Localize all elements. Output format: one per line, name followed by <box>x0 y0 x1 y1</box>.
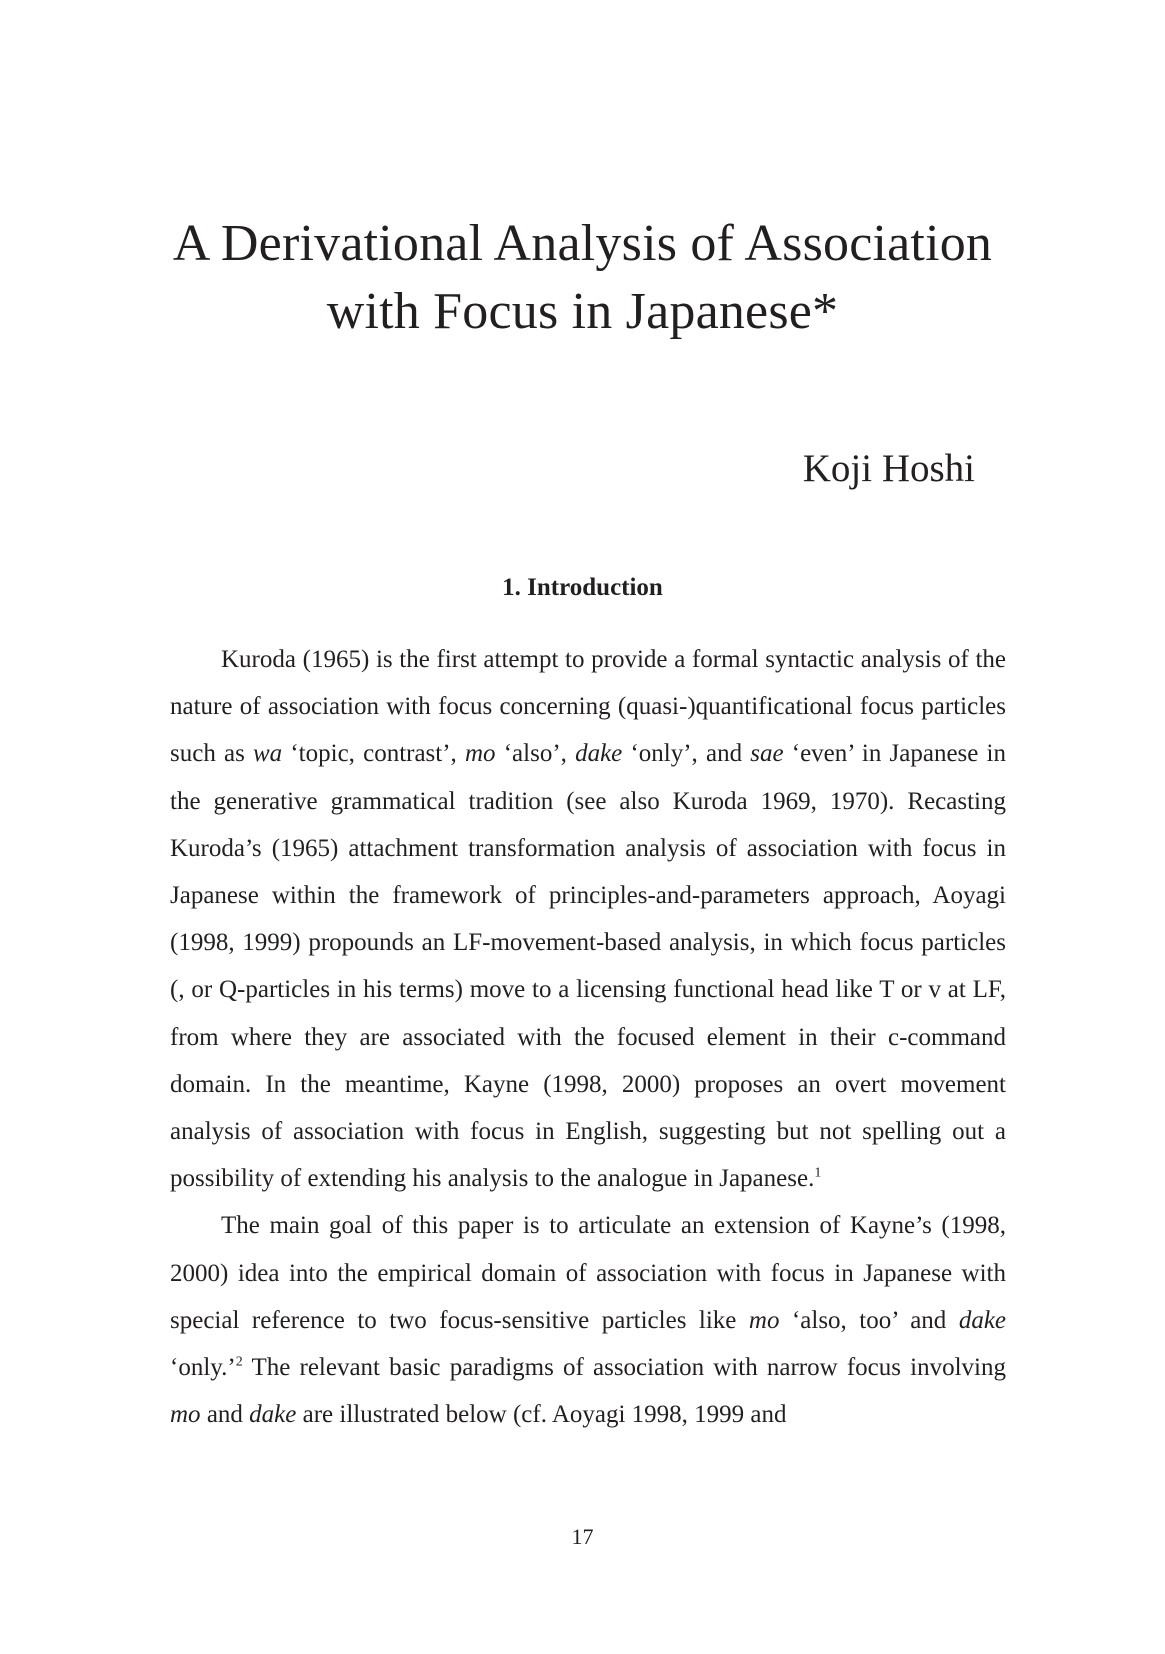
paper-title <box>120 210 1045 346</box>
term-dake: dake <box>575 740 623 768</box>
paper-title-line-2: with Focus in Japanese* <box>326 283 839 340</box>
term-dake: dake <box>249 1401 297 1429</box>
paragraph-1 <box>170 636 1006 1202</box>
paper-title-line-1: A Derivational Analysis of Association <box>172 215 993 272</box>
paragraph-2-text-f: are illustrated below (cf. Aoyagi 1998, 1999 and <box>296 1401 787 1429</box>
paragraph-1-text-b: ‘topic, contrast’, <box>282 740 465 768</box>
term-sae: sae <box>750 740 784 768</box>
paragraph-2-text-c: ‘only.’ <box>170 1354 236 1382</box>
term-mo: mo <box>170 1401 201 1429</box>
paragraph-1-text-d: ‘only’, and <box>622 740 751 768</box>
page-number: 17 <box>571 1524 594 1549</box>
term-mo: mo <box>464 740 496 768</box>
paragraph-2-text-e: and <box>200 1401 250 1429</box>
paragraph-1-text-c: ‘also’, <box>495 740 576 768</box>
term-mo: mo <box>748 1306 780 1334</box>
footnote-marker-2[interactable]: 2 <box>235 1354 243 1370</box>
paragraph-2 <box>170 1202 1006 1438</box>
paragraph-2-text-b: ‘also, too’ and <box>779 1306 959 1334</box>
body-text <box>170 636 1006 1438</box>
term-dake: dake <box>958 1306 1007 1334</box>
paragraph-1-text-a: Kuroda (1965) is the first attempt to provide a formal syntactic analysis of the nature of association with focus concerning (quasi-)quantificational focus particles such as <box>170 646 1006 768</box>
paragraph-2-text-a: The main goal of this paper is to articulate an extension of Kayne’s (1998, 2000) idea into the empirical domain of association with focus in Japanese with special reference to two focus-sensitive particles like <box>170 1212 1006 1334</box>
paragraph-1-text-e: ‘even’ in Japanese in the generative grammatical tradition (see also Kuroda 1969, 1970). Recasting Kuroda’s (1965) attachment transformation analysis of association with focus in Japanese within the framework of principles-and-parameters approach, Aoyagi (1998, 1999) propounds an LF-movement-based analysis, in which focus particles (, or Q-particles in his terms) move to a licensing functional head like T or v at LF, from where they are associated with the focused element in their c-command domain. In the meantime, Kayne (1998, 2000) proposes an overt movement analysis of association with focus in English, suggesting but not spelling out a possibility of extending his analysis to the analogue in Japanese. <box>170 740 1006 1193</box>
author-name: Koji Hoshi <box>802 447 975 490</box>
section-heading-introduction: 1. Introduction <box>502 574 663 601</box>
paragraph-2-text-d: The relevant basic paradigms of association with narrow focus involving <box>242 1354 1006 1382</box>
footnote-marker-1[interactable]: 1 <box>814 1165 822 1181</box>
term-wa: wa <box>253 740 283 768</box>
